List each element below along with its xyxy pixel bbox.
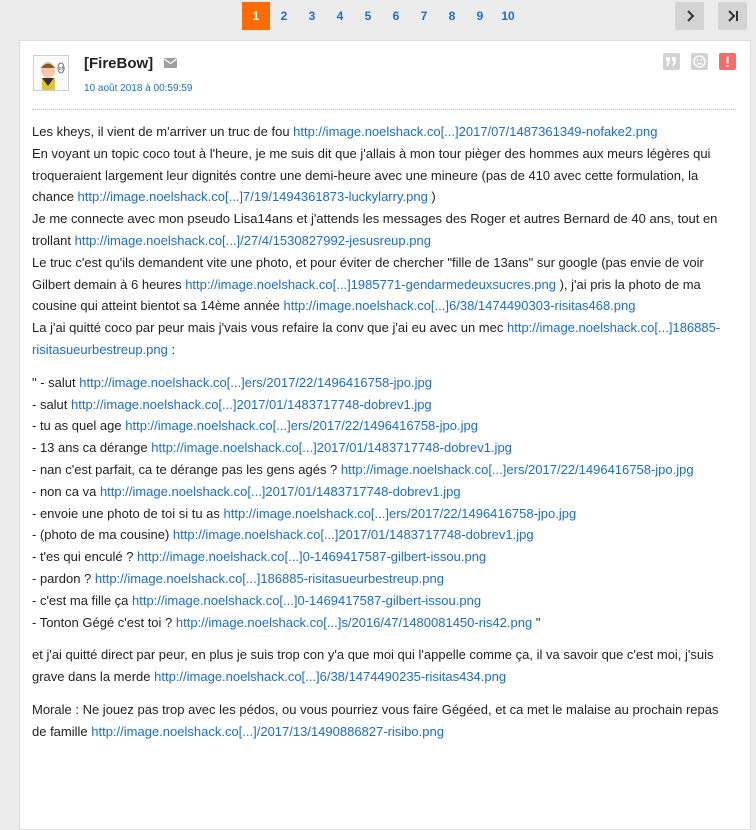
post-text: - (photo de ma cousine) [32,527,173,543]
svg-text:oh: oh [58,66,65,72]
post-text: Les kheys, il vient de m'arriver un truc de fou [32,124,294,139]
post-actions [663,53,736,70]
image-link[interactable]: http://image.noelshack.co[...]ers/2017/22/1496416758-jpo.jpg [125,418,478,434]
image-link[interactable]: http://image.noelshack.co[...]2017/01/1483717748-dobrev1.jpg [172,527,534,543]
post-text: - envoie une photo de toi si tu as [32,505,224,521]
header-divider [32,109,736,110]
image-link[interactable]: http://image.noelshack.co[...]2017/01/1483717748-dobrev1.jpg [99,483,461,499]
post-text: - c'est ma fille ça [32,592,133,608]
forum-post [19,40,751,830]
image-link[interactable]: http://image.noelshack.co[...]6/38/1474490303-risitas468.png [283,298,636,314]
page-4[interactable]: 4 [336,9,344,23]
post-text: En voyant un topic coco tout à l'heure, je me suis dit que j'allais à mon tour pièger des hommes aux meurs légères qui troqueraient largement leur dignités contre une demi-heure avec une mineure (pas de 410 avec cette formulation, la chance [32,145,711,205]
alert-icon [721,55,734,68]
page-7[interactable]: 7 [420,9,428,23]
post-text: - pardon ? [32,570,95,586]
post-text: : [167,341,176,357]
image-link[interactable]: http://image.noelshack.co[...]s/2016/47/1480081450-ris42.png [175,614,533,630]
post-body [32,121,736,743]
image-link[interactable]: http://image.noelshack.co[...]1985771-gendarmedeuxsucres.png [185,276,556,292]
post-line [32,699,736,743]
private-message-button[interactable] [691,53,708,70]
post-line [32,590,736,612]
post-text: - tu as quel age [32,418,126,434]
post-line [32,568,736,590]
post-line [32,503,736,525]
paragraph-gap [32,633,736,644]
image-link[interactable]: http://image.noelshack.co[...]0-1469417587-gilbert-issou.png [132,592,482,608]
image-link[interactable]: http://image.noelshack.co[...]186885-risitasueurbestreup.png [94,570,444,586]
last-page-icon [727,10,739,22]
post-text: - 13 ans ca dérange [32,440,152,456]
page-9[interactable]: 9 [476,9,484,23]
image-link[interactable]: http://image.noelshack.co[...]6/38/1474490235-risitas434.png [154,669,507,685]
image-link[interactable]: http://image.noelshack.co[...]2017/01/1483717748-dobrev1.jpg [71,396,432,412]
post-line [32,612,736,634]
post-text: - nan c'est parfait, ca te dérange pas les gens agés ? [32,461,341,477]
image-link[interactable]: http://image.noelshack.co[...]7/19/1494361873-luckylarry.png [77,189,428,205]
next-page-button[interactable] [675,2,704,30]
post-line [32,524,736,546]
page-2[interactable]: 2 [280,9,288,23]
post-text: - non ca va [32,483,100,499]
post-text: - Tonton Gégé c'est toi ? [32,614,176,630]
page-1[interactable]: 1 [242,2,270,30]
post-line [32,252,736,317]
post-line [32,372,736,394]
quote-button[interactable] [663,53,680,70]
post-line [32,546,736,568]
post-line [32,481,736,503]
page-6[interactable]: 6 [392,9,400,23]
avatar-image [34,56,69,91]
image-link[interactable]: http://image.noelshack.co[...]2017/01/1483717748-dobrev1.jpg [151,440,512,456]
post-line [32,208,736,252]
post-line [32,644,736,688]
post-text: La j'ai quitté coco par peur mais j'vais vous refaire la conv que j'ai eu avec un mec [32,320,507,336]
post-text: - salut [32,396,72,412]
page-8[interactable]: 8 [448,9,456,23]
page-10[interactable]: 10 [501,9,515,23]
post-text: Morale : Ne jouez pas trop avec les pédos, ou vous pourriez vous faire Gégéed, et ca met le malaise au prochain repas de famille [32,701,719,739]
mail-icon[interactable] [164,58,177,68]
image-link[interactable]: http://image.noelshack.co[...]/2017/13/1490886827-risibo.png [91,723,444,739]
page-3[interactable]: 3 [308,9,316,23]
post-text: Le truc c'est qu'ils demandent vite une photo, et pour éviter de chercher "fille de 13ans" sur google (pas envie de voir Gilbert demain à 6 heures [32,254,704,292]
page-list [242,2,522,30]
report-button[interactable] [719,53,736,70]
post-line [32,437,736,459]
pagination [0,0,756,40]
post-text: ) [427,189,436,205]
post-text: " - salut [32,374,80,390]
post-text: - t'es qui enculé ? [32,549,138,565]
post-line [32,415,736,437]
post-text: " [532,614,541,630]
last-page-button[interactable] [718,2,747,30]
paragraph-gap [32,361,736,372]
post-date[interactable]: 10 août 2018 à 00:59:59 [84,83,193,94]
image-link[interactable]: http://image.noelshack.co[...]/27/4/1530827992-jesusreup.png [74,232,431,248]
quote-icon [666,57,677,66]
post-line [32,459,736,481]
paragraph-gap [32,688,736,699]
image-link[interactable]: http://image.noelshack.co[...]ers/2017/22/1496416758-jpo.jpg [340,461,694,477]
post-line [32,143,736,208]
chevron-right-icon [684,10,696,22]
page-5[interactable]: 5 [364,9,372,23]
post-line [32,317,736,361]
image-link[interactable]: http://image.noelshack.co[...]ers/2017/22/1496416758-jpo.jpg [223,505,577,521]
post-line [32,394,736,416]
image-link[interactable]: http://image.noelshack.co[...]2017/07/1487361349-nofake2.png [293,124,658,139]
image-link[interactable]: http://image.noelshack.co[...]186885-risitasueurbestreup.png [32,320,721,357]
image-link[interactable]: http://image.noelshack.co[...]ers/2017/22/1496416758-jpo.jpg [79,374,432,390]
post-text: ), j'ai pris la photo de ma cousine qui atteint bientot sa 14ème année [32,276,701,314]
post-line [32,121,736,143]
post-text: Je me connecte avec mon pseudo Lisa14ans et j'attends les messages des Roger et autres Bernard de 40 ans, tout en trollant [32,211,718,248]
author-name[interactable]: [FireBow] [84,55,154,72]
post-text: et j'ai quitté direct par peur, en plus je suis trop con y'a que moi qui l'appelle comme ça, il va savoir que c'est moi, j'suis grave dans la merde [32,647,714,685]
avatar[interactable] [33,55,69,91]
sad-face-icon [693,55,706,68]
image-link[interactable]: http://image.noelshack.co[...]0-1469417587-gilbert-issou.png [137,549,487,565]
